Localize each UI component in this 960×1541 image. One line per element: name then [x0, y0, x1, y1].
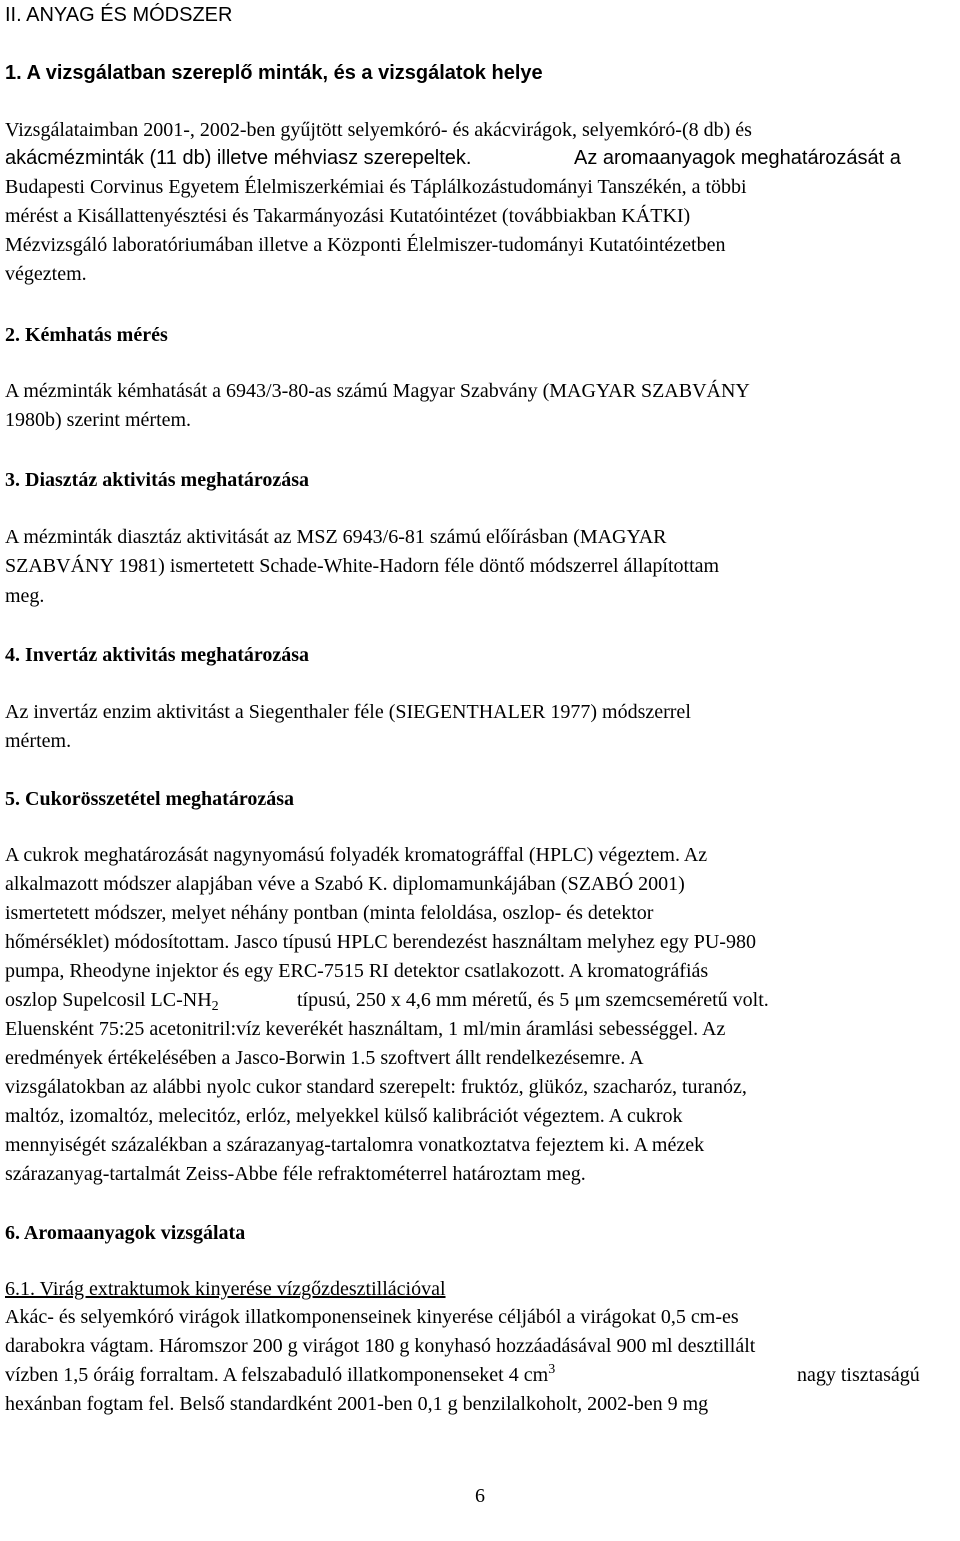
section-1-line-2	[5, 145, 955, 171]
section-1-line-3: Budapesti Corvinus Egyetem Élelmiszerkémiai és Táplálkozástudományi Tanszékén, a többi	[5, 176, 747, 198]
section-2-line-1: A mézminták kémhatását a 6943/3-80-as számú Magyar Szabvány (MAGYAR SZABVÁNY	[5, 380, 750, 402]
section-1-heading: 1. A vizsgálatban szereplő minták, és a vizsgálatok helye	[5, 62, 543, 84]
section-5-line-11: mennyiségét százalékban a szárazanyag-tartalomra vonatkoztatva fejeztem ki. A mézek	[5, 1134, 705, 1156]
section-6-line-4: hexánban fogtam fel. Belső standardként 2001-ben 0,1 g benzilalkoholt, 2002-ben 9 mg	[5, 1393, 709, 1415]
section-5-heading: 5. Cukorösszetétel meghatározása	[5, 788, 295, 810]
text-run: nagy tisztaságú	[797, 1364, 920, 1386]
section-5-line-4: hőmérséklet) módosítottam. Jasco típusú HPLC berendezést használtam melyhez egy PU-980	[5, 931, 756, 953]
section-6-line-2: darabokra vágtam. Háromszor 200 g virágot 180 g konyhasó hozzáadásával 900 ml desztillált	[5, 1335, 756, 1357]
text-run: Az aromaanyagok meghatározását a	[574, 147, 901, 169]
superscript: 3	[548, 1362, 556, 1377]
subscript: 2	[211, 999, 219, 1014]
section-4-heading: 4. Invertáz aktivitás meghatározása	[5, 644, 310, 666]
page-number: 6	[475, 1485, 485, 1507]
text-run: vízben 1,5 óráig forraltam. A felszabaduló illatkomponenseket 4 cm	[5, 1364, 549, 1386]
section-1-line-4: mérést a Kisállattenyésztési és Takarmányozási Kutatóintézet (továbbiakban KÁTKI)	[5, 205, 691, 227]
section-5-line-3: ismertetett módszer, melyet néhány pontban (minta feloldása, oszlop- és detektor	[5, 902, 654, 924]
section-5-line-8: eredmények értékelésében a Jasco-Borwin 1.5 szoftvert állt rendelkezésemre. A	[5, 1047, 644, 1069]
section-2-line-2: 1980b) szerint mértem.	[5, 409, 192, 431]
text-run: Vizsgálataimban 2001-, 2002-ben gyűjtött selyemkóró- és akácvirágok, selyemkóró-(8 db) és	[5, 119, 752, 141]
section-5-line-9: vizsgálatokban az alábbi nyolc cukor standard szerepelt: fruktóz, glükóz, szacharóz, turanóz,	[5, 1076, 747, 1098]
section-5-line-5: pumpa, Rheodyne injektor és egy ERC-7515 RI detektor csatlakozott. A kromatográfiás	[5, 960, 709, 982]
section-5-line-12: szárazanyag-tartalmát Zeiss-Abbe féle refraktométerrel határoztam meg.	[5, 1163, 586, 1185]
section-4-line-2: mértem.	[5, 730, 72, 752]
section-3-heading: 3. Diasztáz aktivitás meghatározása	[5, 469, 310, 491]
section-1-line-5: Mézvizsgáló laboratóriumában illetve a Központi Élelmiszer-tudományi Kutatóintézetben	[5, 234, 726, 256]
text-run: típusú, 250 x 4,6 mm méretű, és 5 μm szemcseméretű volt.	[297, 989, 769, 1011]
section-6-line-3	[5, 1362, 955, 1388]
section-4-line-1: Az invertáz enzim aktivitást a Siegenthaler féle (SIEGENTHALER 1977) módszerrel	[5, 701, 691, 723]
chapter-heading: II. ANYAG ÉS MÓDSZER	[5, 4, 233, 26]
section-3-line-3: meg.	[5, 585, 45, 607]
section-1-line-6: végeztem.	[5, 263, 87, 285]
section-5-line-10: maltóz, izomaltóz, melecitóz, erlóz, melyekkel külső kalibrációt végeztem. A cukrok	[5, 1105, 683, 1127]
section-5-line-1: A cukrok meghatározását nagynyomású folyadék kromatográffal (HPLC) végeztem. Az	[5, 844, 708, 866]
section-5-line-7: Eluensként 75:25 acetonitril:víz keverékét használtam, 1 ml/min áramlási sebességgel. Az	[5, 1018, 726, 1040]
section-6-line-1: Akác- és selyemkóró virágok illatkomponenseinek kinyerése céljából a virágokat 0,5 cm-es	[5, 1306, 739, 1328]
section-6-heading: 6. Aromaanyagok vizsgálata	[5, 1222, 246, 1244]
section-3-line-2: SZABVÁNY 1981) ismertetett Schade-White-Hadorn féle döntő módszerrel állapítottam	[5, 555, 720, 577]
text-run: oszlop Supelcosil LC-NH	[5, 989, 212, 1011]
section-6-1-subheading: 6.1. Virág extraktumok kinyerése vízgőzdesztillációval	[5, 1278, 446, 1300]
section-5-line-6	[5, 987, 955, 1013]
section-2-heading: 2. Kémhatás mérés	[5, 324, 168, 346]
text-run: akácmézminták (11 db) illetve méhviasz szerepeltek.	[5, 147, 472, 169]
section-5-line-2: alkalmazott módszer alapjában véve a Szabó K. diplomamunkájában (SZABÓ 2001)	[5, 873, 685, 895]
section-3-line-1: A mézminták diasztáz aktivitását az MSZ 6943/6-81 számú előírásban (MAGYAR	[5, 526, 667, 548]
section-1-line-1	[5, 117, 955, 143]
